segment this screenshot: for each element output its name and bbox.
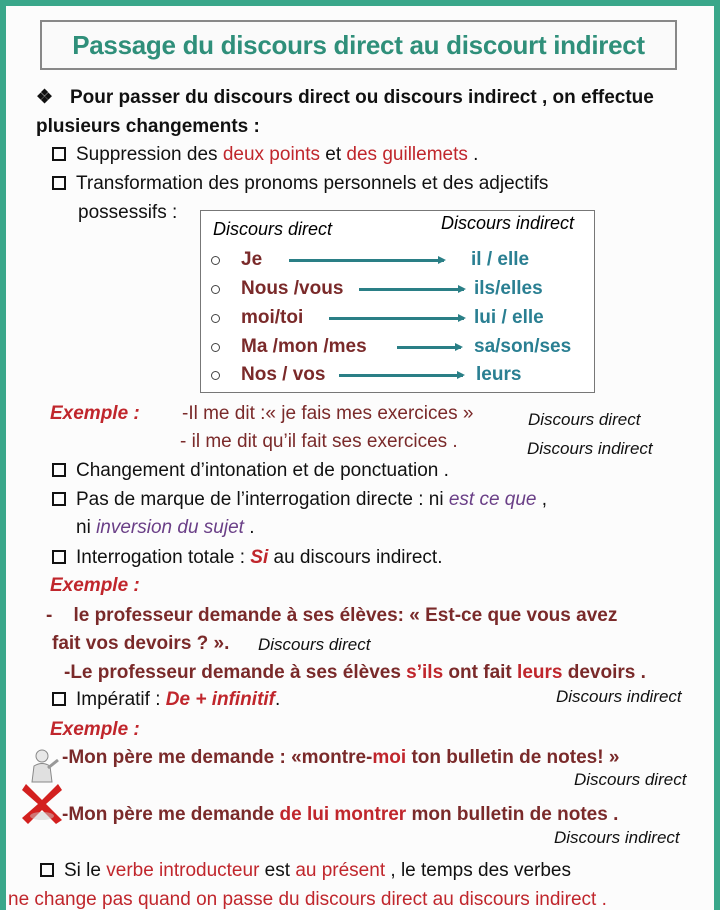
example-label: Exemple : <box>50 575 140 596</box>
diamond-bullet-icon: ❖ <box>36 87 54 108</box>
checkbox-icon <box>52 176 66 190</box>
circle-bullet-icon <box>211 314 220 323</box>
arrow-line <box>289 259 444 262</box>
example3-tag-direct: Discours direct <box>574 770 687 789</box>
item6-tag-indirect: Discours indirect <box>556 687 682 706</box>
item-intonation: Changement d’intonation et de ponctuation . <box>52 461 449 480</box>
checkbox-icon <box>40 863 54 877</box>
item-interrogation-totale: Interrogation totale : Si au discours indirect. <box>52 548 442 567</box>
item-imperatif: Impératif : De + infinitif. <box>52 690 280 709</box>
pronoun-table <box>200 210 595 393</box>
intro-line-2: plusieurs changements : <box>36 116 260 137</box>
table-row-direct: moi/toi <box>241 307 304 328</box>
example-label: Exemple : <box>50 403 140 424</box>
arrow-line <box>329 317 464 320</box>
example3-indirect: -Mon père me demande de lui montrer mon bulletin de notes . <box>62 804 619 825</box>
arrow-line <box>339 374 463 377</box>
checkbox-icon <box>52 147 66 161</box>
item-interrogation-directe-line2: ni inversion du sujet . <box>76 517 255 538</box>
table-row-indirect: sa/son/ses <box>474 336 572 357</box>
item-interrogation-directe: Pas de marque de l’interrogation directe : ni est ce que , <box>52 490 547 509</box>
checkbox-icon <box>52 550 66 564</box>
example3-direct: -Mon père me demande : «montre-moi ton bulletin de notes! » <box>62 747 620 768</box>
example-label: Exemple : <box>50 719 140 740</box>
example3-tag-indirect: Discours indirect <box>554 828 680 847</box>
item-transformation-line2: possessifs : <box>78 202 178 223</box>
table-row-direct: Je <box>241 249 263 270</box>
table-header-indirect: Discours indirect <box>441 213 575 233</box>
item-transformation: Transformation des pronoms personnels et des adjectifs <box>52 174 548 193</box>
circle-bullet-icon <box>211 285 220 294</box>
item-verbe-introducteur: Si le verbe introducteur est au présent , le temps des verbes <box>40 861 571 880</box>
table-row-direct: Nos / vos <box>241 364 326 385</box>
table-row-indirect: lui / elle <box>474 307 544 328</box>
example1-tag-direct: Discours direct <box>528 410 641 429</box>
table-row-indirect: leurs <box>476 364 522 385</box>
page-title: Passage du discours direct au discourt indirect <box>72 29 645 60</box>
checkbox-icon <box>52 692 66 706</box>
circle-bullet-icon <box>211 371 220 380</box>
example2-line3: -Le professeur demande à ses élèves s’ils ont fait leurs devoirs . <box>64 662 646 683</box>
arrow-line <box>359 288 464 291</box>
circle-bullet-icon <box>211 343 220 352</box>
circle-bullet-icon <box>211 256 220 265</box>
example1-indirect: - il me dit qu’il fait ses exercices . <box>180 431 458 452</box>
table-row-direct: Ma /mon /mes <box>241 336 367 357</box>
example2-tag-direct: Discours direct <box>258 635 371 654</box>
table-header-direct: Discours direct <box>213 219 333 239</box>
arrow-line <box>397 346 461 349</box>
intro-line-1: ❖ Pour passer du discours direct ou discours indirect , on effectue <box>36 87 654 108</box>
item-verbe-introducteur-line2: ne change pas quand on passe du discours direct au discours indirect . <box>8 889 607 910</box>
table-row-indirect: ils/elles <box>474 278 543 299</box>
checkbox-icon <box>52 463 66 477</box>
person-icon <box>24 748 60 784</box>
table-row-direct: Nous /vous <box>241 278 344 299</box>
item-suppression: Suppression des deux points et des guillemets . <box>52 145 478 164</box>
example1-tag-indirect: Discours indirect <box>527 439 653 458</box>
title-box <box>40 20 677 70</box>
checkbox-icon <box>52 492 66 506</box>
red-x-icon <box>20 780 64 824</box>
example1-direct: -Il me dit :« je fais mes exercices » <box>182 403 474 424</box>
example2-line1: - le professeur demande à ses élèves: « Est-ce que vous avez <box>46 605 618 626</box>
example2-line2: fait vos devoirs ? ». <box>52 633 230 654</box>
table-row-indirect: il / elle <box>471 249 530 270</box>
